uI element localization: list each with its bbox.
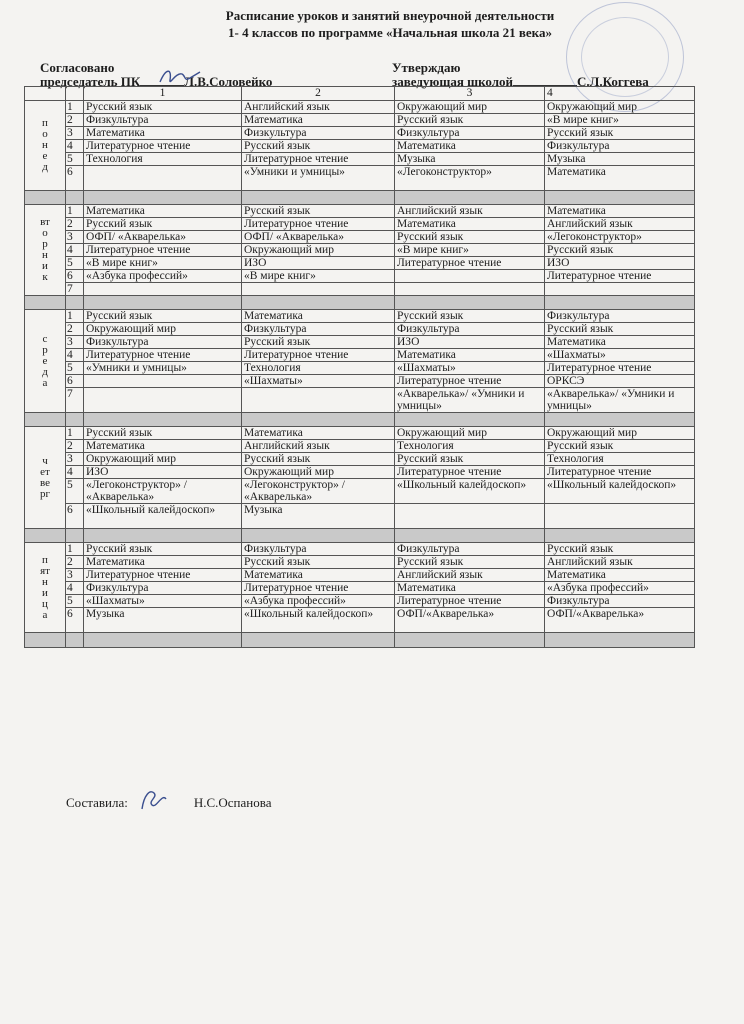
lesson-number: 6: [66, 608, 84, 633]
column-header-2: 2: [242, 87, 395, 101]
lesson-cell: Русский язык: [545, 440, 695, 453]
lesson-cell: Окружающий мир: [84, 453, 242, 466]
lesson-cell: Литературное чтение: [242, 218, 395, 231]
lesson-number: 1: [66, 101, 84, 114]
separator-cell: [242, 191, 395, 205]
day-label-text: среда: [42, 332, 48, 389]
lesson-number: 3: [66, 569, 84, 582]
lesson-cell: Русский язык: [242, 453, 395, 466]
separator-cell: [242, 633, 395, 648]
lesson-cell: Математика: [242, 114, 395, 127]
lesson-cell: [84, 375, 242, 388]
lesson-cell: Литературное чтение: [242, 153, 395, 166]
lesson-cell: ИЗО: [545, 257, 695, 270]
lesson-cell: Математика: [242, 569, 395, 582]
lesson-cell: Литературное чтение: [545, 270, 695, 283]
separator-cell: [66, 413, 84, 427]
lesson-cell: Английский язык: [545, 556, 695, 569]
approval-left-role: председатель ПК: [40, 74, 141, 89]
lesson-number: 7: [66, 388, 84, 413]
lesson-cell: «Акварелька»/ «Умники и умницы»: [395, 388, 545, 413]
lesson-cell: ОРКСЭ: [545, 375, 695, 388]
approval-right-label: Утверждаю: [392, 60, 461, 75]
lesson-cell: Русский язык: [242, 336, 395, 349]
lesson-cell: Окружающий мир: [395, 101, 545, 114]
lesson-cell: Литературное чтение: [395, 595, 545, 608]
day-label-text: вторник: [40, 216, 50, 283]
lesson-cell: Математика: [84, 440, 242, 453]
lesson-cell: Русский язык: [84, 218, 242, 231]
lesson-number: 5: [66, 257, 84, 270]
table-row: [25, 582, 695, 595]
table-row: [25, 153, 695, 166]
lesson-number: 6: [66, 166, 84, 191]
lesson-cell: Русский язык: [545, 323, 695, 336]
day-label-text: пятница: [40, 553, 50, 621]
lesson-cell: [395, 504, 545, 529]
lesson-cell: Физкультура: [242, 543, 395, 556]
table-row: [25, 336, 695, 349]
table-row: [25, 244, 695, 257]
lesson-cell: Технология: [242, 362, 395, 375]
lesson-number: 6: [66, 375, 84, 388]
lesson-cell: «Легоконструктор»: [395, 166, 545, 191]
lesson-cell: Математика: [84, 556, 242, 569]
lesson-number: 5: [66, 595, 84, 608]
table-row: [25, 440, 695, 453]
lesson-cell: Русский язык: [545, 127, 695, 140]
footer-name: Н.С.Оспанова: [193, 795, 272, 810]
lesson-cell: [545, 283, 695, 296]
lesson-cell: «Шахматы»: [545, 349, 695, 362]
lesson-cell: [84, 166, 242, 191]
lesson-cell: Английский язык: [242, 101, 395, 114]
separator-cell: [66, 296, 84, 310]
day-separator: [25, 191, 695, 205]
lesson-cell: ОФП/«Акварелька»: [395, 608, 545, 633]
lesson-cell: «Акварелька»/ «Умники и умницы»: [545, 388, 695, 413]
lesson-cell: Математика: [242, 427, 395, 440]
day-separator: [25, 529, 695, 543]
lesson-cell: «В мире книг»: [84, 257, 242, 270]
table-row: [25, 310, 695, 323]
lesson-cell: Окружающий мир: [242, 466, 395, 479]
lesson-number: 4: [66, 140, 84, 153]
separator-cell: [395, 633, 545, 648]
separator-cell: [66, 633, 84, 648]
table-row: [25, 323, 695, 336]
lesson-cell: Русский язык: [545, 244, 695, 257]
separator-cell: [545, 633, 695, 648]
lesson-number: 2: [66, 440, 84, 453]
num-header-cell: [66, 87, 84, 101]
separator-cell: [545, 413, 695, 427]
separator-cell: [66, 529, 84, 543]
lesson-cell: «Шахматы»: [395, 362, 545, 375]
day-label: [25, 310, 66, 413]
lesson-cell: Математика: [545, 336, 695, 349]
day-separator: [25, 413, 695, 427]
approval-left-label: Согласовано: [40, 60, 115, 75]
lesson-cell: Физкультура: [84, 582, 242, 595]
footer-label: Составила:: [66, 795, 128, 810]
lesson-number: 4: [66, 466, 84, 479]
table-row: [25, 349, 695, 362]
lesson-number: 7: [66, 283, 84, 296]
lesson-cell: Русский язык: [84, 310, 242, 323]
lesson-cell: Физкультура: [84, 336, 242, 349]
lesson-cell: [242, 388, 395, 413]
lesson-cell: [242, 283, 395, 296]
table-row: [25, 453, 695, 466]
column-header-1: 1: [84, 87, 242, 101]
separator-cell: [395, 413, 545, 427]
lesson-cell: Русский язык: [242, 140, 395, 153]
lesson-cell: ОФП/«Акварелька»: [545, 608, 695, 633]
lesson-cell: [395, 283, 545, 296]
table-row: [25, 270, 695, 283]
lesson-cell: «В мире книг»: [395, 244, 545, 257]
lesson-cell: Математика: [545, 166, 695, 191]
lesson-cell: «Легоконструктор» / «Акварелька»: [242, 479, 395, 504]
lesson-cell: «В мире книг»: [242, 270, 395, 283]
lesson-cell: Русский язык: [395, 231, 545, 244]
lesson-number: 4: [66, 244, 84, 257]
compiler-signature-icon: [136, 787, 182, 813]
day-separator: [25, 633, 695, 648]
table-row: [25, 283, 695, 296]
table-row: [25, 205, 695, 218]
lesson-cell: «Легоконструктор» / «Акварелька»: [84, 479, 242, 504]
lesson-cell: Литературное чтение: [395, 466, 545, 479]
lesson-cell: ОФП/ «Акварелька»: [84, 231, 242, 244]
lesson-cell: Технология: [395, 440, 545, 453]
lesson-cell: Математика: [395, 349, 545, 362]
lesson-cell: Английский язык: [242, 440, 395, 453]
corner-cell: [25, 87, 66, 101]
table-row: [25, 166, 695, 191]
lesson-cell: Окружающий мир: [242, 244, 395, 257]
lesson-cell: [84, 388, 242, 413]
table-row: [25, 218, 695, 231]
lesson-cell: Математика: [395, 582, 545, 595]
table-row: [25, 595, 695, 608]
lesson-cell: Математика: [242, 310, 395, 323]
lesson-cell: Музыка: [545, 153, 695, 166]
lesson-cell: Окружающий мир: [84, 323, 242, 336]
separator-cell: [25, 633, 66, 648]
table-row: [25, 140, 695, 153]
table-row: [25, 504, 695, 529]
separator-cell: [395, 296, 545, 310]
lesson-cell: Музыка: [395, 153, 545, 166]
lesson-number: 2: [66, 556, 84, 569]
lesson-cell: Литературное чтение: [242, 582, 395, 595]
lesson-cell: Литературное чтение: [545, 466, 695, 479]
lesson-cell: Русский язык: [84, 543, 242, 556]
separator-cell: [242, 413, 395, 427]
lesson-cell: ИЗО: [84, 466, 242, 479]
lesson-cell: [545, 504, 695, 529]
day-label: [25, 101, 66, 191]
lesson-cell: Математика: [84, 127, 242, 140]
table-row: [25, 608, 695, 633]
lesson-cell: «Умники и умницы»: [242, 166, 395, 191]
lesson-cell: Окружающий мир: [545, 427, 695, 440]
lesson-number: 4: [66, 349, 84, 362]
lesson-cell: Литературное чтение: [84, 140, 242, 153]
separator-cell: [242, 296, 395, 310]
lesson-cell: «Азбука профессий»: [242, 595, 395, 608]
separator-cell: [545, 529, 695, 543]
lesson-cell: «Азбука профессий»: [84, 270, 242, 283]
lesson-cell: Физкультура: [395, 543, 545, 556]
lesson-cell: Литературное чтение: [84, 569, 242, 582]
table-row: [25, 388, 695, 413]
lesson-number: 1: [66, 543, 84, 556]
lesson-cell: Английский язык: [395, 569, 545, 582]
lesson-cell: Окружающий мир: [395, 427, 545, 440]
lesson-cell: Литературное чтение: [84, 349, 242, 362]
table-row: [25, 362, 695, 375]
lesson-cell: Музыка: [242, 504, 395, 529]
lesson-cell: «Азбука профессий»: [545, 582, 695, 595]
lesson-cell: «Умники и умницы»: [84, 362, 242, 375]
lesson-cell: «Школьный калейдоскоп»: [242, 608, 395, 633]
page-title: Расписание уроков и занятий внеурочной деятельности: [225, 8, 555, 23]
lesson-number: 3: [66, 336, 84, 349]
lesson-cell: [84, 283, 242, 296]
lesson-cell: Физкультура: [395, 127, 545, 140]
lesson-cell: Физкультура: [242, 323, 395, 336]
lesson-cell: ОФП/ «Акварелька»: [242, 231, 395, 244]
lesson-number: 6: [66, 504, 84, 529]
lesson-cell: «Легоконструктор»: [545, 231, 695, 244]
separator-cell: [84, 191, 242, 205]
table-row: [25, 101, 695, 114]
separator-cell: [84, 529, 242, 543]
schedule-body: [25, 87, 695, 648]
lesson-cell: «В мире книг»: [545, 114, 695, 127]
lesson-cell: Русский язык: [242, 205, 395, 218]
lesson-cell: Физкультура: [395, 323, 545, 336]
lesson-number: 5: [66, 479, 84, 504]
lesson-cell: Музыка: [84, 608, 242, 633]
lesson-number: 2: [66, 114, 84, 127]
table-row: [25, 543, 695, 556]
lesson-cell: Литературное чтение: [242, 349, 395, 362]
lesson-cell: «Школьный калейдоскоп»: [545, 479, 695, 504]
column-header-3: 3: [395, 87, 545, 101]
lesson-cell: Русский язык: [395, 114, 545, 127]
lesson-number: 4: [66, 582, 84, 595]
separator-cell: [395, 529, 545, 543]
lesson-number: 5: [66, 153, 84, 166]
lesson-cell: «Шахматы»: [84, 595, 242, 608]
lesson-number: 6: [66, 270, 84, 283]
lesson-cell: Физкультура: [545, 140, 695, 153]
lesson-cell: «Шахматы»: [242, 375, 395, 388]
lesson-cell: ИЗО: [242, 257, 395, 270]
separator-cell: [25, 529, 66, 543]
lesson-cell: ИЗО: [395, 336, 545, 349]
table-row: [25, 479, 695, 504]
day-label: [25, 543, 66, 633]
page-subtitle: 1- 4 классов по программе «Начальная школа 21 века»: [228, 25, 552, 40]
lesson-number: 1: [66, 205, 84, 218]
separator-cell: [25, 413, 66, 427]
lesson-cell: Математика: [545, 569, 695, 582]
lesson-cell: Физкультура: [545, 595, 695, 608]
lesson-cell: Физкультура: [84, 114, 242, 127]
lesson-cell: Русский язык: [84, 101, 242, 114]
lesson-cell: Русский язык: [395, 310, 545, 323]
day-separator: [25, 296, 695, 310]
approval-right-role: заведующая школой: [392, 74, 514, 89]
separator-cell: [84, 296, 242, 310]
lesson-cell: Физкультура: [545, 310, 695, 323]
separator-cell: [545, 191, 695, 205]
lesson-cell: Литературное чтение: [84, 244, 242, 257]
lesson-cell: Технология: [84, 153, 242, 166]
lesson-cell: «Школьный калейдоскоп»: [395, 479, 545, 504]
table-row: [25, 427, 695, 440]
separator-cell: [66, 191, 84, 205]
lesson-cell: Окружающий мир: [545, 101, 695, 114]
separator-cell: [242, 529, 395, 543]
day-label-text: четверг: [40, 454, 51, 500]
separator-cell: [25, 191, 66, 205]
lesson-cell: «Школьный калейдоскоп»: [84, 504, 242, 529]
lesson-cell: Математика: [395, 140, 545, 153]
lesson-number: 2: [66, 218, 84, 231]
approval-right-name: С.Л.Коггева: [577, 74, 649, 89]
lesson-cell: Английский язык: [545, 218, 695, 231]
lesson-cell: Физкультура: [242, 127, 395, 140]
lesson-number: 1: [66, 310, 84, 323]
lesson-cell: Русский язык: [395, 453, 545, 466]
separator-cell: [395, 191, 545, 205]
separator-cell: [84, 633, 242, 648]
lesson-cell: Литературное чтение: [545, 362, 695, 375]
column-header-4: 4: [545, 87, 695, 101]
lesson-cell: Английский язык: [395, 205, 545, 218]
approval-left-name: Л.В.Соловейко: [184, 74, 273, 89]
schedule-table: [24, 86, 695, 648]
lesson-cell: Математика: [84, 205, 242, 218]
lesson-cell: Математика: [395, 218, 545, 231]
lesson-number: 5: [66, 362, 84, 375]
lesson-cell: Литературное чтение: [395, 257, 545, 270]
lesson-number: 2: [66, 323, 84, 336]
lesson-number: 3: [66, 127, 84, 140]
day-label-text: понед: [42, 117, 48, 173]
lesson-cell: Русский язык: [395, 556, 545, 569]
lesson-cell: Математика: [545, 205, 695, 218]
lesson-cell: Технология: [545, 453, 695, 466]
separator-cell: [25, 296, 66, 310]
lesson-cell: Русский язык: [545, 543, 695, 556]
day-label: [25, 205, 66, 296]
table-row: [25, 466, 695, 479]
table-row: [25, 231, 695, 244]
table-row: [25, 556, 695, 569]
table-row: [25, 114, 695, 127]
lesson-cell: Русский язык: [242, 556, 395, 569]
table-row: [25, 127, 695, 140]
separator-cell: [84, 413, 242, 427]
lesson-number: 1: [66, 427, 84, 440]
table-row: [25, 257, 695, 270]
separator-cell: [545, 296, 695, 310]
lesson-number: 3: [66, 231, 84, 244]
day-label: [25, 427, 66, 529]
table-row: [25, 569, 695, 582]
lesson-cell: Русский язык: [84, 427, 242, 440]
table-row: [25, 375, 695, 388]
lesson-cell: [395, 270, 545, 283]
header-row: [25, 87, 695, 101]
lesson-number: 3: [66, 453, 84, 466]
lesson-cell: Литературное чтение: [395, 375, 545, 388]
